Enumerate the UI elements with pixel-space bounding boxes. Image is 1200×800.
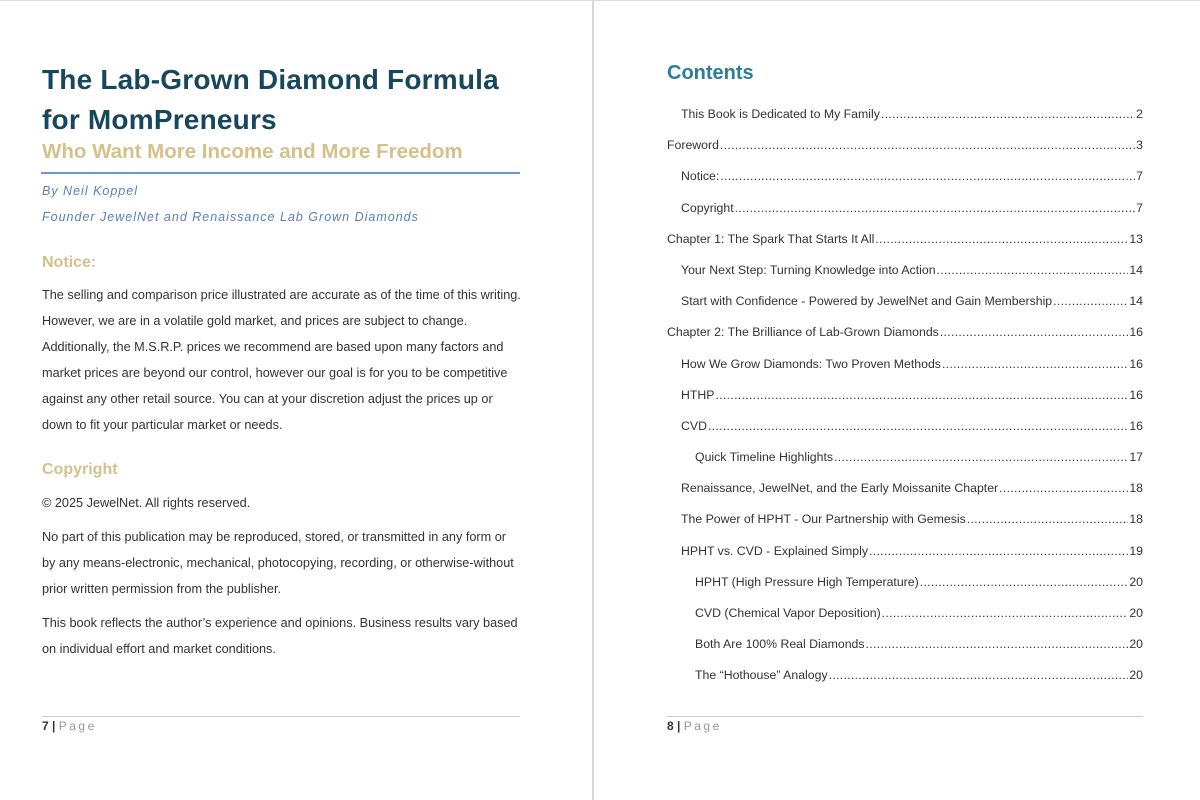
toc-entry-label: Notice: (681, 169, 720, 184)
toc-page-number: 7 (1136, 169, 1143, 184)
toc-leader-dots (869, 544, 1128, 558)
toc-page-number: 20 (1129, 668, 1143, 683)
toc-entry[interactable] (667, 637, 1143, 668)
toc-entry[interactable] (667, 544, 1143, 575)
toc-entry[interactable] (667, 201, 1143, 232)
toc-page-number: 16 (1129, 418, 1143, 433)
toc-leader-dots (834, 450, 1128, 464)
toc-entry[interactable] (667, 450, 1143, 481)
toc-page-number: 20 (1129, 574, 1143, 589)
toc-page-number: 14 (1129, 262, 1143, 277)
book-subtitle: Who Want More Income and More Freedom (42, 140, 463, 163)
toc-leader-dots (920, 575, 1129, 589)
toc-leader-dots (735, 201, 1136, 215)
toc-leader-dots (715, 388, 1128, 402)
toc-leader-dots (829, 668, 1129, 682)
disclaimer-paragraph: This book reflects the author’s experience and opinions. Business results vary based on individual effort and market conditions. (42, 616, 518, 656)
notice-heading: Notice: (42, 254, 97, 271)
toc-entry[interactable] (667, 263, 1143, 294)
toc-leader-dots (882, 606, 1129, 620)
toc-page-number: 3 (1136, 138, 1143, 153)
toc-entry[interactable] (667, 325, 1143, 356)
toc-leader-dots (937, 263, 1129, 277)
table-of-contents (667, 107, 1143, 700)
copyright-line: © 2025 JewelNet. All rights reserved. (42, 496, 251, 510)
page-label: Page (683, 719, 722, 733)
page-number: 7 (42, 719, 49, 733)
toc-entry-label: Renaissance, JewelNet, and the Early Moissanite Chapter (681, 481, 999, 496)
contents-heading: Contents (667, 62, 754, 84)
toc-entry-label: Your Next Step: Turning Knowledge into Action (681, 262, 936, 277)
toc-page-number: 17 (1129, 450, 1143, 465)
copyright-paragraph: No part of this publication may be reproduced, stored, or transmitted in any form or by any means-electronic, mechanical, photocopying, recording, or otherwise-without prior written permission from the publisher. (42, 530, 514, 596)
toc-entry-label: This Book is Dedicated to My Family (681, 107, 880, 121)
toc-entry[interactable] (667, 481, 1143, 512)
copyright-heading: Copyright (42, 461, 118, 478)
toc-page-number: 20 (1129, 637, 1143, 652)
page-footer (667, 719, 722, 733)
page-number: 8 (667, 719, 674, 733)
toc-entry-label: The “Hothouse” Analogy (695, 668, 828, 683)
toc-leader-dots (881, 107, 1135, 121)
toc-entry-label: Chapter 1: The Spark That Starts It All (667, 231, 875, 246)
page-separator: | (52, 719, 56, 733)
toc-leader-dots (967, 512, 1129, 526)
toc-entry[interactable] (667, 357, 1143, 388)
toc-page-number: 20 (1129, 606, 1143, 620)
toc-entry[interactable] (667, 419, 1143, 450)
page-footer (42, 719, 97, 733)
author-role: Founder JewelNet and Renaissance Lab Grown Diamonds (42, 210, 419, 224)
toc-entry-label: The Power of HPHT - Our Partnership with Gemesis (681, 512, 966, 527)
toc-entry[interactable] (667, 169, 1143, 200)
toc-entry-label: HPHT vs. CVD - Explained Simply (681, 543, 869, 558)
toc-page-number: 16 (1129, 387, 1143, 402)
toc-leader-dots (708, 419, 1128, 433)
toc-page-number: 18 (1129, 512, 1143, 527)
toc-leader-dots (720, 138, 1135, 152)
toc-entry-label: Quick Timeline Highlights (695, 450, 834, 465)
toc-entry-label: HTHP (681, 387, 715, 402)
toc-entry[interactable] (667, 512, 1143, 543)
toc-entry[interactable] (667, 388, 1143, 419)
toc-entry[interactable] (667, 232, 1143, 263)
toc-leader-dots (942, 357, 1128, 371)
toc-page-number: 19 (1129, 543, 1143, 558)
toc-entry[interactable] (667, 107, 1143, 138)
toc-page-number: 2 (1136, 107, 1143, 121)
toc-entry-label: Copyright (681, 200, 734, 215)
toc-page-number: 14 (1129, 294, 1143, 309)
title-rule (41, 172, 520, 174)
toc-leader-dots (875, 232, 1128, 246)
toc-entry[interactable] (667, 294, 1143, 325)
toc-leader-dots (940, 325, 1129, 339)
page-7 (42, 0, 520, 800)
toc-page-number: 7 (1136, 200, 1143, 215)
page-divider (592, 0, 594, 800)
toc-entry-label: Start with Confidence - Powered by JewelNet and Gain Membership (681, 294, 1053, 309)
toc-entry-label: HPHT (High Pressure High Temperature) (695, 574, 919, 589)
toc-entry[interactable] (667, 668, 1143, 699)
toc-entry-label: CVD (Chemical Vapor Deposition) (695, 606, 881, 620)
page-8 (667, 0, 1143, 800)
toc-entry-label: Chapter 2: The Brilliance of Lab-Grown Diamonds (667, 325, 939, 340)
toc-page-number: 16 (1129, 325, 1143, 340)
footer-rule (667, 716, 1143, 717)
toc-page-number: 16 (1129, 356, 1143, 371)
toc-entry[interactable] (667, 138, 1143, 169)
notice-text: The selling and comparison price illustrated are accurate as of the time of this writing. However, we are in a volatile gold market, and prices are subject to change. Additionally, the M.S.R.P. prices we recommend are based upon many factors and market prices are beyond our control, however our goal is for you to be competitive against any other retail source. You can at your discretion adjust the prices up or down to fit your particular market or needs. (42, 288, 521, 432)
footer-rule (42, 716, 520, 717)
toc-entry-label: CVD (681, 418, 707, 433)
toc-entry[interactable] (667, 575, 1143, 606)
toc-leader-dots (1053, 294, 1128, 308)
page-separator: | (677, 719, 681, 733)
toc-page-number: 13 (1129, 231, 1143, 246)
book-title: The Lab-Grown Diamond Formula for MomPreneurs (42, 64, 499, 135)
toc-entry[interactable] (667, 606, 1143, 637)
page-label: Page (58, 719, 97, 733)
toc-leader-dots (999, 481, 1128, 495)
toc-entry-label: Both Are 100% Real Diamonds (695, 637, 865, 652)
toc-entry-label: Foreword (667, 138, 719, 153)
toc-leader-dots (866, 637, 1129, 651)
toc-entry-label: How We Grow Diamonds: Two Proven Methods (681, 356, 941, 371)
toc-leader-dots (720, 169, 1135, 183)
author: By Neil Koppel (42, 184, 138, 198)
toc-page-number: 18 (1129, 481, 1143, 496)
